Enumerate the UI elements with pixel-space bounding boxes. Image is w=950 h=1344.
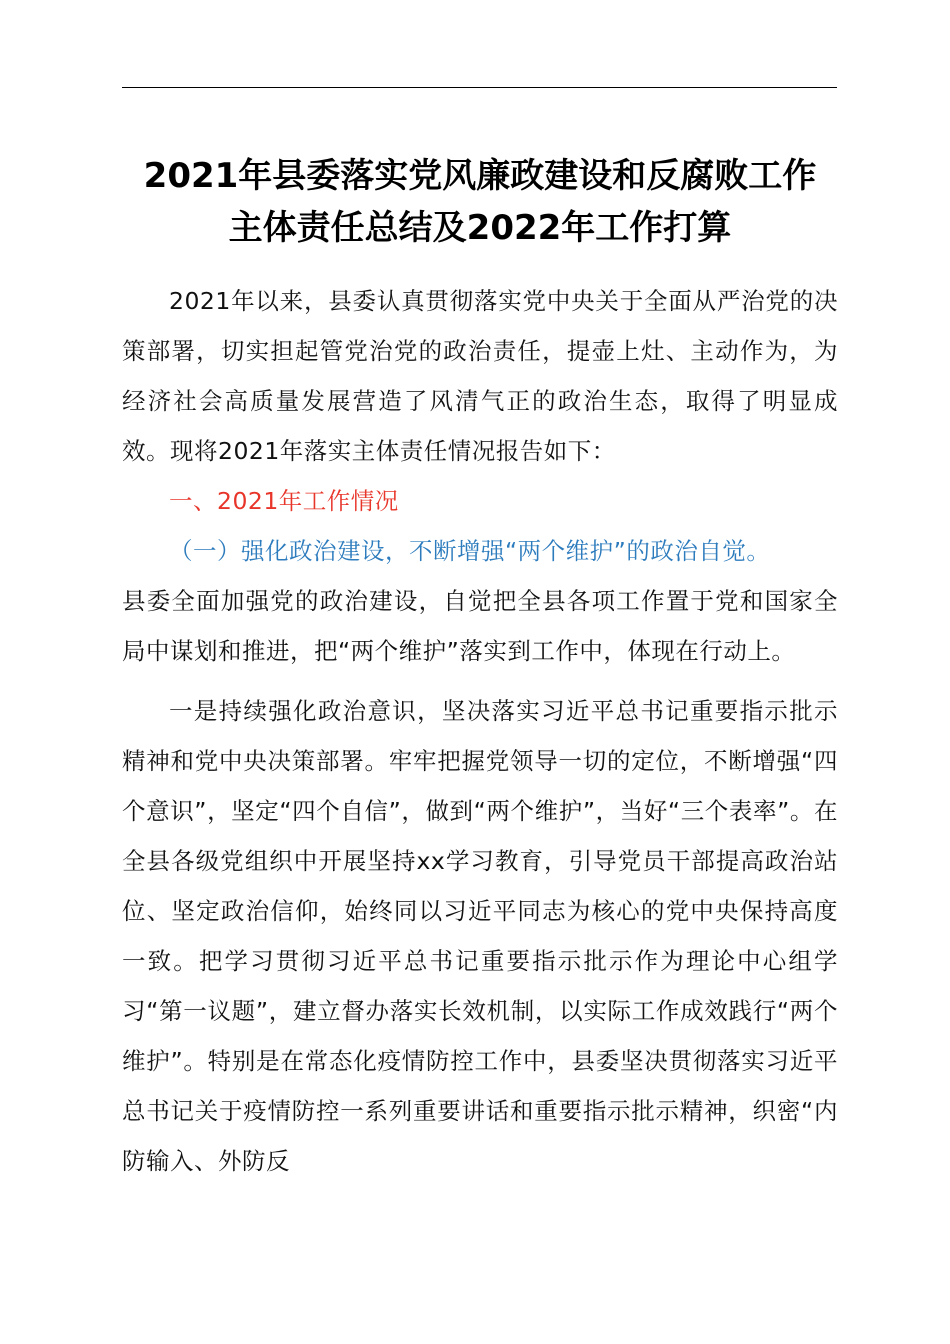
section-heading: 一、2021年工作情况: [169, 487, 399, 515]
title-line-2: 主体责任总结及2022年工作打算: [228, 208, 732, 248]
body-paragraph: 一是持续强化政治意识，坚决落实习近平总书记重要指示批示精神和党中央决策部署。牢牢把握党领导一切的定位，不断增强“四个意识”，坚定“四个自信”，做到“两个维护”，当好“三个表率”。在全县各级党组织中开展坚持xx学习教育，引导党员干部提高政治站位、坚定政治信仰，始终同以习近平同志为核心的党中央保持高度一致。把学习贯彻习近平总书记重要指示批示作为理论中心组学习“第一议题”，建立督办落实长效机制，以实际工作成效践行“两个维护”。特别是在常态化疫情防控工作中，县委坚决贯彻落实习近平总书记关于疫情防控一系列重要讲话和重要指示批示精神，织密“内防输入、外防反: [122, 697, 838, 1175]
document-body: [122, 276, 838, 1186]
header-rule: [122, 87, 837, 88]
document-title: [100, 150, 860, 254]
title-line-1: 2021年县委落实党风廉政建设和反腐败工作: [143, 156, 817, 196]
subsection-text: 县委全面加强党的政治建设，自觉把全县各项工作置于党和国家全局中谋划和推进，把“两个维护”落实到工作中，体现在行动上。: [122, 587, 838, 665]
intro-paragraph: 2021年以来，县委认真贯彻落实党中央关于全面从严治党的决策部署，切实担起管党治党的政治责任，提壶上灶、主动作为，为经济社会高质量发展营造了风清气正的政治生态，取得了明显成效。现将2021年落实主体责任情况报告如下：: [122, 287, 838, 465]
subsection-heading: （一）强化政治建设，不断增强“两个维护”的政治自觉。: [169, 537, 771, 565]
